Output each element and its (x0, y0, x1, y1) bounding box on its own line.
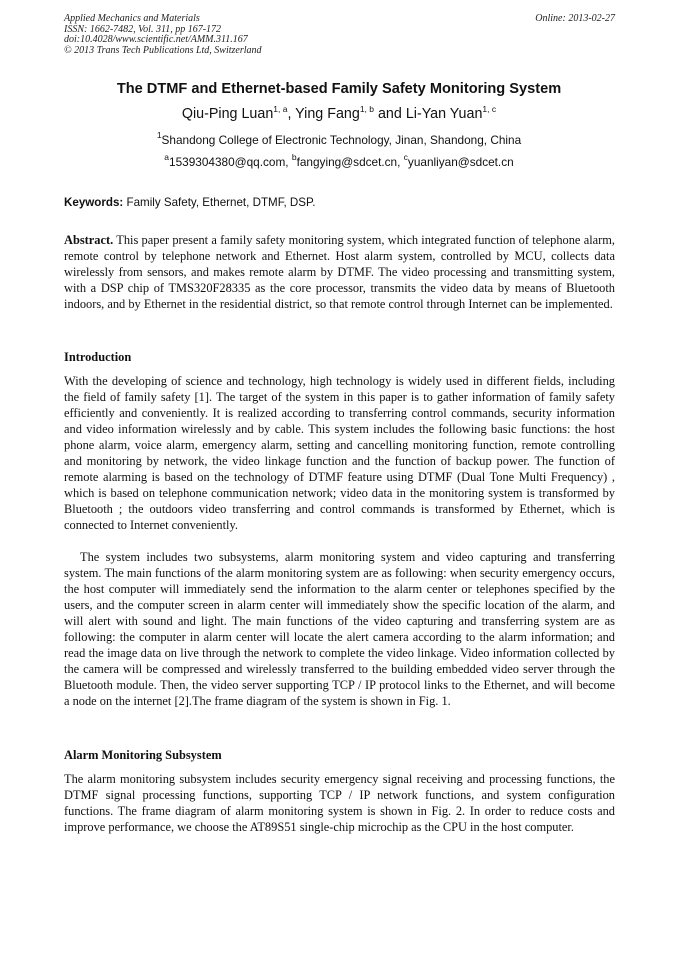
email-superscript: b (291, 152, 297, 162)
body-paragraph: With the developing of science and technology, high technology is widely used in different fields, including the field of family safety [1]. The target of the system in this paper is to gather information of family safety efficiently and conveniently. It is realized according to transferring control commands, security information and video information wirelessly and by cable. This system includes the following basic functions: the host phone alarm, voice alarm, emergency alarm, setting and cancelling monitoring function, remote controlling and monitoring by network, the video linkage function and the function of backup power. The function of remote alarming is based on the technology of DTMF feature using DTMF (Dual Tone Multi Frequency) , which is based on telephone communication network; video data in the monitoring system is transformed by Bluetooth ; the outdoors video transferring and control commands is transformed by Ethernet, which is connected to Internet conveniently. (64, 374, 615, 532)
abstract-text: This paper present a family safety monitoring system, which integrated function of telephone alarm, remote control by telephone network and Ethernet. Host alarm system, controlled by MCU, collects data wirelessly from sensors, and makes remote alarm by DTMF. The video processing and transmitting system, with a DSP chip of TMS320F28335 as the core processor, transmits the video data by means of Bluetooth indoors, and by Ethernet in the residential district, so that remote control through Internet can be implemented. (64, 233, 615, 311)
body-paragraph: The system includes two subsystems, alarm monitoring system and video capturing and transferring system. The main functions of the alarm monitoring system are as following: when security emergency occurs, the host computer will immediately send the information to the alarm center or telephones specified by the users, and the computer screen in alarm center will immediately show the specific location of the alarm, and will alert with sound and light. The main functions of the video capturing and transferring system are as following: the computer in alarm center will locate the alert camera according to the alarm information; and read the image data on live through the network to complete the video linkage. Video information collected by the camera will be compressed and wirelessly transferred to the building embedded video server through the Bluetooth module. Then, the video server supporting TCP / IP protocol links to the Ethernet, and will become a node on the internet [2].The frame diagram of the system is shown in Fig. 1. (64, 550, 615, 708)
abstract (64, 232, 615, 312)
doi-line: doi:10.4028/www.scientific.net/AMM.311.167 (64, 34, 248, 46)
keywords (64, 196, 615, 209)
author-superscript: 1, c (482, 104, 497, 114)
author-name: Ying Fang (295, 106, 360, 122)
author-list (40, 104, 638, 122)
email-address: fangying@sdcet.cn, (296, 155, 404, 169)
keywords-label: Keywords: (64, 196, 124, 209)
author-name: Li-Yan Yuan (405, 106, 483, 122)
body-paragraph: The alarm monitoring subsystem includes security emergency signal receiving and processing functions, the DTMF signal processing functions, supporting TCP / IP network functions, and system configuration functions. The frame diagram of alarm monitoring system is shown in Fig. 2. In order to reduce costs and improve performance, we choose the AT89S51 single-chip microchip as the CPU in the host computer. (64, 772, 615, 834)
affiliation (40, 130, 638, 147)
email-address: yuanliyan@sdcet.cn (407, 155, 514, 169)
author-superscript: 1, a (273, 104, 288, 114)
keywords-text: Family Safety, Ethernet, DTMF, DSP. (123, 196, 316, 209)
online-date: Online: 2013-02-27 (535, 13, 615, 24)
author-name: Qiu-Ping Luan (181, 106, 274, 122)
section-heading-introduction: Introduction (64, 350, 132, 364)
affiliation-text: Shandong College of Electronic Technology, Jinan, Shandong, China (161, 133, 522, 147)
publication-info (64, 14, 615, 56)
author-separator: , (287, 106, 296, 122)
author-separator: and (374, 106, 406, 122)
issn-line: ISSN: 1662-7482, Vol. 311, pp 167-172 (64, 23, 222, 35)
email-superscript: a (164, 152, 170, 162)
email-address: 1539304380@qq.com, (169, 155, 292, 169)
journal-name: Applied Mechanics and Materials (64, 13, 200, 24)
paper-title: The DTMF and Ethernet-based Family Safety Monitoring System (116, 81, 562, 97)
email-list (40, 152, 638, 169)
abstract-label: Abstract. (64, 233, 114, 247)
affiliation-superscript: 1 (156, 130, 162, 140)
section-heading-alarm-monitoring: Alarm Monitoring Subsystem (64, 748, 222, 762)
author-superscript: 1, b (359, 104, 374, 114)
copyright-line: © 2013 Trans Tech Publications Ltd, Switzerland (64, 44, 262, 56)
email-superscript: c (403, 152, 408, 162)
